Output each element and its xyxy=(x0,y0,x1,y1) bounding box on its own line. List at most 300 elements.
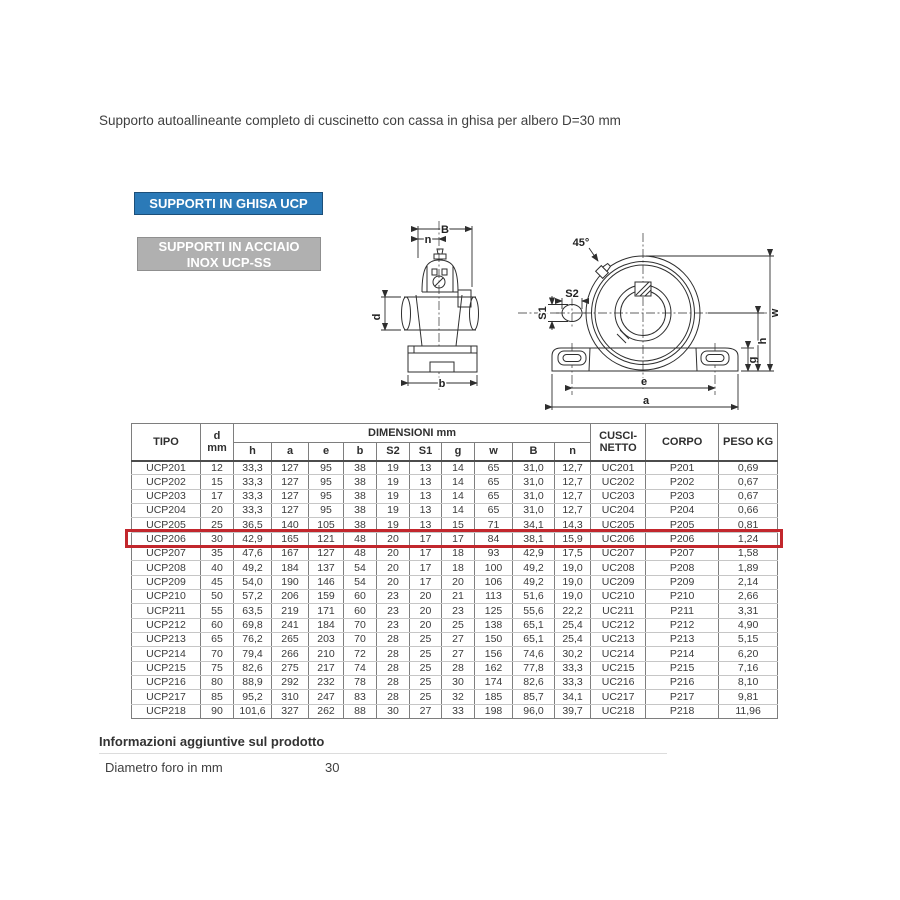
cell-d: 20 xyxy=(201,503,234,517)
dim-label-n: n xyxy=(424,234,432,246)
cell-tipo: UCP216 xyxy=(132,675,201,689)
cell-h: 33,3 xyxy=(234,503,272,517)
cell-b: 60 xyxy=(344,589,377,603)
cell-B: 65,1 xyxy=(513,632,555,646)
cell-s2: 19 xyxy=(377,503,410,517)
cell-b: 48 xyxy=(344,532,377,546)
cell-peso: 8,10 xyxy=(719,675,778,689)
cell-n: 34,1 xyxy=(555,690,591,704)
cell-a: 310 xyxy=(272,690,309,704)
cell-B: 77,8 xyxy=(513,661,555,675)
table-row[interactable] xyxy=(132,704,778,718)
cell-corpo: P214 xyxy=(646,647,719,661)
cell-w: 106 xyxy=(475,575,513,589)
cell-cuscinetto: UC218 xyxy=(591,704,646,718)
cell-peso: 0,67 xyxy=(719,475,778,489)
table-row[interactable] xyxy=(132,589,778,603)
dim-label-S1: S1 xyxy=(537,306,549,320)
col-header-w: w xyxy=(475,443,513,461)
cell-tipo: UCP214 xyxy=(132,647,201,661)
cell-h: 95,2 xyxy=(234,690,272,704)
cell-tipo: UCP212 xyxy=(132,618,201,632)
cell-s1: 25 xyxy=(410,647,442,661)
cell-h: 36,5 xyxy=(234,518,272,532)
col-header-cuscinetto-line2: NETTO xyxy=(599,441,637,454)
cell-a: 165 xyxy=(272,532,309,546)
col-header-n: n xyxy=(555,443,591,461)
cell-peso: 2,66 xyxy=(719,589,778,603)
cell-s2: 28 xyxy=(377,675,410,689)
cell-d: 80 xyxy=(201,675,234,689)
cell-w: 93 xyxy=(475,546,513,560)
cell-n: 39,7 xyxy=(555,704,591,718)
cell-peso: 7,16 xyxy=(719,661,778,675)
cell-cuscinetto: UC216 xyxy=(591,675,646,689)
cell-corpo: P216 xyxy=(646,675,719,689)
dim-label-B: B xyxy=(441,224,449,236)
cell-n: 17,5 xyxy=(555,546,591,560)
cell-cuscinetto: UC212 xyxy=(591,618,646,632)
cell-cuscinetto: UC203 xyxy=(591,489,646,503)
table-row[interactable] xyxy=(132,518,778,532)
cell-g: 14 xyxy=(442,489,475,503)
cell-w: 156 xyxy=(475,647,513,661)
cell-tipo: UCP208 xyxy=(132,561,201,575)
cell-d: 85 xyxy=(201,690,234,704)
cell-b: 38 xyxy=(344,489,377,503)
cell-s1: 25 xyxy=(410,675,442,689)
cell-s1: 25 xyxy=(410,690,442,704)
cell-B: 31,0 xyxy=(513,461,555,475)
cell-B: 38,1 xyxy=(513,532,555,546)
cell-h: 101,6 xyxy=(234,704,272,718)
cell-s2: 28 xyxy=(377,632,410,646)
cell-peso: 4,90 xyxy=(719,618,778,632)
cell-g: 14 xyxy=(442,461,475,475)
cell-corpo: P206 xyxy=(646,532,719,546)
cell-s1: 17 xyxy=(410,546,442,560)
table-row[interactable] xyxy=(132,561,778,575)
cell-corpo: P208 xyxy=(646,561,719,575)
cell-b: 72 xyxy=(344,647,377,661)
dimensions-table xyxy=(131,423,778,719)
cell-tipo: UCP207 xyxy=(132,546,201,560)
cell-n: 30,2 xyxy=(555,647,591,661)
cell-s1: 20 xyxy=(410,589,442,603)
cell-n: 12,7 xyxy=(555,475,591,489)
cell-b: 70 xyxy=(344,618,377,632)
cell-h: 79,4 xyxy=(234,647,272,661)
cell-d: 12 xyxy=(201,461,234,475)
cell-cuscinetto: UC215 xyxy=(591,661,646,675)
cell-w: 100 xyxy=(475,561,513,575)
table-row[interactable] xyxy=(132,475,778,489)
cell-tipo: UCP211 xyxy=(132,604,201,618)
bore-diameter-label: Diametro foro in mm xyxy=(105,760,223,775)
cell-n: 12,7 xyxy=(555,503,591,517)
cell-s1: 25 xyxy=(410,632,442,646)
cell-g: 25 xyxy=(442,618,475,632)
cell-a: 241 xyxy=(272,618,309,632)
cell-g: 14 xyxy=(442,475,475,489)
cell-h: 76,2 xyxy=(234,632,272,646)
cell-b: 54 xyxy=(344,561,377,575)
cell-g: 20 xyxy=(442,575,475,589)
additional-info-heading: Informazioni aggiuntive sul prodotto xyxy=(99,734,325,749)
front-view xyxy=(518,233,781,410)
cell-corpo: P207 xyxy=(646,546,719,560)
cell-corpo: P202 xyxy=(646,475,719,489)
cell-g: 30 xyxy=(442,675,475,689)
cell-w: 65 xyxy=(475,503,513,517)
cell-s2: 20 xyxy=(377,546,410,560)
cell-cuscinetto: UC204 xyxy=(591,503,646,517)
cell-peso: 2,14 xyxy=(719,575,778,589)
cell-s1: 13 xyxy=(410,489,442,503)
cell-h: 63,5 xyxy=(234,604,272,618)
dim-label-angle: 45° xyxy=(572,237,590,249)
table-row[interactable] xyxy=(132,575,778,589)
cell-n: 22,2 xyxy=(555,604,591,618)
table-row[interactable] xyxy=(132,503,778,517)
cell-h: 33,3 xyxy=(234,489,272,503)
cell-peso: 1,89 xyxy=(719,561,778,575)
cell-g: 32 xyxy=(442,690,475,704)
cell-cuscinetto: UC211 xyxy=(591,604,646,618)
cell-a: 206 xyxy=(272,589,309,603)
cell-tipo: UCP205 xyxy=(132,518,201,532)
cell-h: 33,3 xyxy=(234,475,272,489)
cell-e: 210 xyxy=(309,647,344,661)
cell-d: 35 xyxy=(201,546,234,560)
cell-e: 146 xyxy=(309,575,344,589)
col-header-b: b xyxy=(344,443,377,461)
dim-label-b: b xyxy=(438,378,446,390)
cell-s2: 20 xyxy=(377,561,410,575)
cell-cuscinetto: UC208 xyxy=(591,561,646,575)
cell-d: 40 xyxy=(201,561,234,575)
dim-label-d: d xyxy=(371,313,383,321)
cell-e: 95 xyxy=(309,461,344,475)
cell-peso: 9,81 xyxy=(719,690,778,704)
table-row[interactable] xyxy=(132,604,778,618)
button-inox-line1: SUPPORTI IN ACCIAIO xyxy=(158,239,300,254)
cell-w: 71 xyxy=(475,518,513,532)
footer-divider xyxy=(99,753,667,754)
table-row[interactable] xyxy=(132,546,778,560)
cell-d: 15 xyxy=(201,475,234,489)
cell-n: 33,3 xyxy=(555,675,591,689)
cell-e: 159 xyxy=(309,589,344,603)
cell-peso: 1,24 xyxy=(719,532,778,546)
cell-B: 85,7 xyxy=(513,690,555,704)
cell-a: 184 xyxy=(272,561,309,575)
cell-h: 33,3 xyxy=(234,461,272,475)
cell-e: 247 xyxy=(309,690,344,704)
cell-n: 12,7 xyxy=(555,461,591,475)
cell-a: 219 xyxy=(272,604,309,618)
cell-s1: 13 xyxy=(410,475,442,489)
col-header-mm: mm xyxy=(207,441,227,454)
cell-h: 69,8 xyxy=(234,618,272,632)
cell-tipo: UCP202 xyxy=(132,475,201,489)
cell-corpo: P211 xyxy=(646,604,719,618)
dim-label-S2: S2 xyxy=(565,288,579,300)
cell-cuscinetto: UC209 xyxy=(591,575,646,589)
cell-cuscinetto: UC210 xyxy=(591,589,646,603)
cell-s2: 28 xyxy=(377,690,410,704)
cell-b: 38 xyxy=(344,518,377,532)
cell-B: 31,0 xyxy=(513,503,555,517)
dim-label-e: e xyxy=(640,376,648,388)
cell-a: 327 xyxy=(272,704,309,718)
cell-n: 15,9 xyxy=(555,532,591,546)
cell-corpo: P203 xyxy=(646,489,719,503)
table-body xyxy=(132,461,778,719)
cell-d: 17 xyxy=(201,489,234,503)
cell-tipo: UCP201 xyxy=(132,461,201,475)
cell-g: 18 xyxy=(442,546,475,560)
cell-peso: 0,81 xyxy=(719,518,778,532)
cell-w: 150 xyxy=(475,632,513,646)
cell-s1: 13 xyxy=(410,503,442,517)
cell-corpo: P215 xyxy=(646,661,719,675)
cell-s2: 20 xyxy=(377,575,410,589)
cell-peso: 0,67 xyxy=(719,489,778,503)
cell-n: 12,7 xyxy=(555,489,591,503)
col-header-peso-kg: PESO KG xyxy=(719,424,778,461)
cell-b: 70 xyxy=(344,632,377,646)
cell-peso: 1,58 xyxy=(719,546,778,560)
cell-corpo: P204 xyxy=(646,503,719,517)
cell-d: 90 xyxy=(201,704,234,718)
cell-cuscinetto: UC202 xyxy=(591,475,646,489)
cell-w: 113 xyxy=(475,589,513,603)
cell-g: 27 xyxy=(442,632,475,646)
cell-g: 15 xyxy=(442,518,475,532)
cell-B: 51,6 xyxy=(513,589,555,603)
cell-B: 49,2 xyxy=(513,575,555,589)
cell-s2: 23 xyxy=(377,589,410,603)
cell-w: 65 xyxy=(475,461,513,475)
cell-s2: 19 xyxy=(377,489,410,503)
cell-b: 88 xyxy=(344,704,377,718)
cell-corpo: P218 xyxy=(646,704,719,718)
cell-n: 19,0 xyxy=(555,575,591,589)
cell-corpo: P213 xyxy=(646,632,719,646)
cell-e: 217 xyxy=(309,661,344,675)
cell-e: 232 xyxy=(309,675,344,689)
cell-e: 171 xyxy=(309,604,344,618)
dim-label-h: h xyxy=(757,337,769,345)
cell-h: 42,9 xyxy=(234,532,272,546)
cell-tipo: UCP217 xyxy=(132,690,201,704)
cell-s1: 17 xyxy=(410,575,442,589)
cell-B: 74,6 xyxy=(513,647,555,661)
cell-B: 65,1 xyxy=(513,618,555,632)
cell-corpo: P210 xyxy=(646,589,719,603)
technical-drawing xyxy=(368,213,808,423)
cell-s1: 17 xyxy=(410,532,442,546)
table-row[interactable] xyxy=(132,690,778,704)
cell-n: 19,0 xyxy=(555,589,591,603)
cell-d: 50 xyxy=(201,589,234,603)
cell-d: 25 xyxy=(201,518,234,532)
cell-h: 49,2 xyxy=(234,561,272,575)
cell-e: 121 xyxy=(309,532,344,546)
cell-h: 82,6 xyxy=(234,661,272,675)
cell-s1: 20 xyxy=(410,618,442,632)
cell-corpo: P209 xyxy=(646,575,719,589)
cell-w: 174 xyxy=(475,675,513,689)
cell-s2: 19 xyxy=(377,475,410,489)
cell-s1: 27 xyxy=(410,704,442,718)
cell-tipo: UCP213 xyxy=(132,632,201,646)
cell-e: 95 xyxy=(309,475,344,489)
cell-b: 78 xyxy=(344,675,377,689)
cell-g: 28 xyxy=(442,661,475,675)
cell-w: 162 xyxy=(475,661,513,675)
cell-corpo: P217 xyxy=(646,690,719,704)
cell-w: 84 xyxy=(475,532,513,546)
cell-cuscinetto: UC217 xyxy=(591,690,646,704)
col-header-d: d xyxy=(213,429,221,442)
cell-tipo: UCP210 xyxy=(132,589,201,603)
cell-e: 95 xyxy=(309,489,344,503)
col-header-tipo: TIPO xyxy=(132,424,201,461)
side-view xyxy=(371,221,479,391)
page-title: Supporto autoallineante completo di cuscinetto con cassa in ghisa per albero D=30 mm xyxy=(99,113,621,128)
cell-d: 45 xyxy=(201,575,234,589)
table-row[interactable] xyxy=(132,675,778,689)
cell-e: 184 xyxy=(309,618,344,632)
cell-h: 47,6 xyxy=(234,546,272,560)
cell-g: 18 xyxy=(442,561,475,575)
cell-b: 48 xyxy=(344,546,377,560)
cell-peso: 11,96 xyxy=(719,704,778,718)
table-row[interactable] xyxy=(132,647,778,661)
cell-e: 95 xyxy=(309,503,344,517)
col-header-d-mm xyxy=(201,424,234,461)
cell-B: 31,0 xyxy=(513,489,555,503)
cell-s2: 20 xyxy=(377,532,410,546)
cell-a: 275 xyxy=(272,661,309,675)
cell-corpo: P201 xyxy=(646,461,719,475)
col-header-a: a xyxy=(272,443,309,461)
table-row[interactable] xyxy=(132,532,778,546)
cell-a: 127 xyxy=(272,503,309,517)
table-row[interactable] xyxy=(132,618,778,632)
col-header-B: B xyxy=(513,443,555,461)
cell-tipo: UCP215 xyxy=(132,661,201,675)
col-header-cuscinetto-line1: CUSCI- xyxy=(599,429,638,442)
cell-e: 127 xyxy=(309,546,344,560)
col-header-corpo: CORPO xyxy=(646,424,719,461)
cell-w: 185 xyxy=(475,690,513,704)
cell-b: 83 xyxy=(344,690,377,704)
cell-B: 31,0 xyxy=(513,475,555,489)
cell-tipo: UCP209 xyxy=(132,575,201,589)
cell-cuscinetto: UC213 xyxy=(591,632,646,646)
cell-s2: 23 xyxy=(377,604,410,618)
cell-e: 137 xyxy=(309,561,344,575)
cell-d: 60 xyxy=(201,618,234,632)
cell-d: 75 xyxy=(201,661,234,675)
cell-n: 25,4 xyxy=(555,618,591,632)
table-row[interactable] xyxy=(132,489,778,503)
cell-d: 70 xyxy=(201,647,234,661)
cell-g: 21 xyxy=(442,589,475,603)
cell-g: 23 xyxy=(442,604,475,618)
button-inox-line2: INOX UCP-SS xyxy=(186,255,272,270)
cell-a: 127 xyxy=(272,489,309,503)
cell-g: 27 xyxy=(442,647,475,661)
cell-peso: 3,31 xyxy=(719,604,778,618)
dim-label-w: w xyxy=(769,308,781,318)
cell-s2: 19 xyxy=(377,461,410,475)
cell-b: 38 xyxy=(344,461,377,475)
cell-tipo: UCP203 xyxy=(132,489,201,503)
cell-w: 65 xyxy=(475,475,513,489)
cell-a: 190 xyxy=(272,575,309,589)
cell-e: 105 xyxy=(309,518,344,532)
cell-a: 266 xyxy=(272,647,309,661)
cell-corpo: P205 xyxy=(646,518,719,532)
cell-a: 127 xyxy=(272,475,309,489)
cell-s2: 19 xyxy=(377,518,410,532)
cell-B: 55,6 xyxy=(513,604,555,618)
cell-w: 138 xyxy=(475,618,513,632)
cell-h: 57,2 xyxy=(234,589,272,603)
cell-e: 203 xyxy=(309,632,344,646)
bore-diameter-value: 30 xyxy=(325,760,340,775)
cell-s2: 28 xyxy=(377,647,410,661)
cell-h: 54,0 xyxy=(234,575,272,589)
cell-w: 65 xyxy=(475,489,513,503)
cell-s1: 17 xyxy=(410,561,442,575)
cell-d: 65 xyxy=(201,632,234,646)
table-row[interactable] xyxy=(132,632,778,646)
cell-n: 14,3 xyxy=(555,518,591,532)
cell-cuscinetto: UC214 xyxy=(591,647,646,661)
table-row[interactable] xyxy=(132,461,778,475)
col-header-cuscinetto xyxy=(591,424,646,461)
cell-cuscinetto: UC206 xyxy=(591,532,646,546)
cell-b: 38 xyxy=(344,503,377,517)
cell-B: 34,1 xyxy=(513,518,555,532)
cell-b: 38 xyxy=(344,475,377,489)
cell-cuscinetto: UC207 xyxy=(591,546,646,560)
button-supporti-acciaio-inox[interactable] xyxy=(137,237,321,271)
col-header-dimensioni: DIMENSIONI mm xyxy=(234,424,591,443)
cell-w: 125 xyxy=(475,604,513,618)
cell-b: 74 xyxy=(344,661,377,675)
col-header-s2: S2 xyxy=(377,443,410,461)
cell-corpo: P212 xyxy=(646,618,719,632)
col-header-e: e xyxy=(309,443,344,461)
dim-label-a: a xyxy=(642,395,650,407)
button-supporti-ghisa-ucp[interactable]: SUPPORTI IN GHISA UCP xyxy=(134,192,323,215)
cell-a: 292 xyxy=(272,675,309,689)
cell-peso: 0,66 xyxy=(719,503,778,517)
cell-s2: 23 xyxy=(377,618,410,632)
cell-peso: 5,15 xyxy=(719,632,778,646)
cell-b: 60 xyxy=(344,604,377,618)
cell-n: 33,3 xyxy=(555,661,591,675)
cell-B: 96,0 xyxy=(513,704,555,718)
dim-label-g: g xyxy=(747,356,759,364)
table-row[interactable] xyxy=(132,661,778,675)
